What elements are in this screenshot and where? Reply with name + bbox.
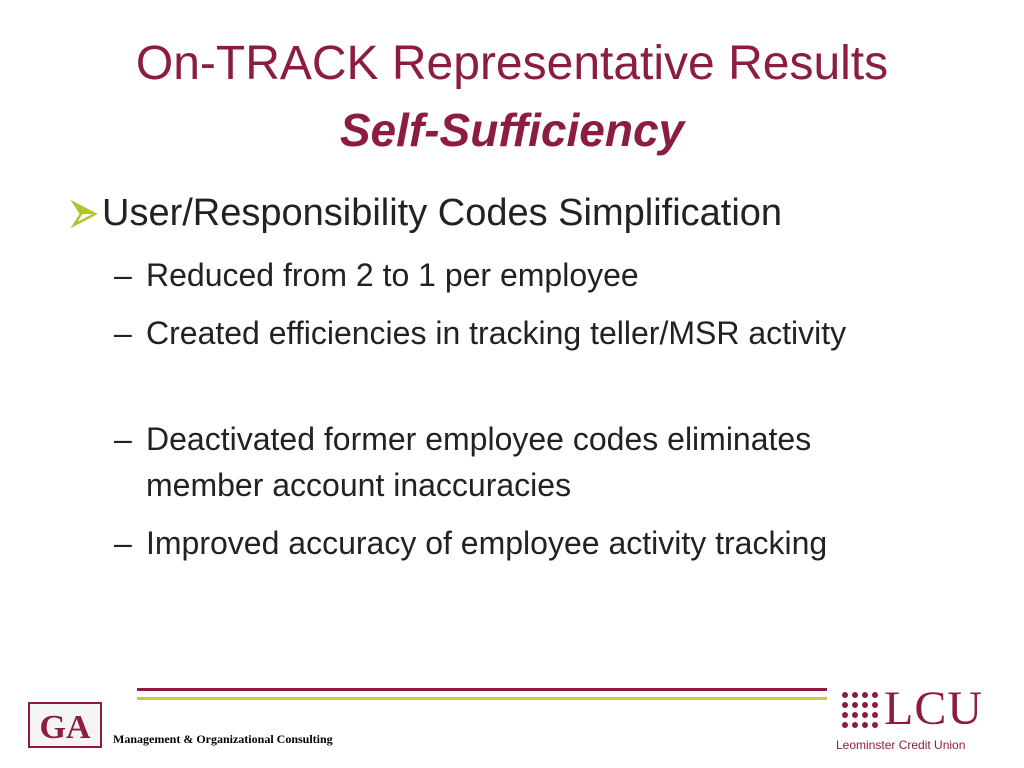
footer-rule-maroon [137,688,827,691]
sub-bullet-text: Reduced from 2 to 1 per employee [146,257,639,293]
sub-bullet-text: Improved accuracy of employee activity tracking [146,525,828,561]
footer-rule-olive [137,697,827,700]
arrow-bullet-icon [70,200,98,228]
slide-subtitle: Self-Sufficiency [339,104,685,156]
lcu-logo-text: LCU [884,682,983,735]
dash-marker: – [114,315,132,351]
slide-title: On-TRACK Representative Results [135,37,889,90]
lcu-dot-grid-icon [840,690,880,730]
dash-marker: – [114,525,132,561]
ga-logo [28,702,102,748]
bullet-text: User/Responsibility Codes Simplification [102,192,783,234]
ga-logo-mark [30,704,100,746]
dash-marker: – [114,421,132,457]
ga-caption: Management & Organizational Consulting [113,732,333,746]
dash-marker: – [114,257,132,293]
ga-logo-text: GA [39,709,91,746]
sub-bullet-text: Created efficiencies in tracking teller/MSR activity [146,315,847,351]
lcu-subtitle: Leominster Credit Union [836,738,966,752]
sub-bullet-text: Deactivated former employee codes eliminates member account inaccuracies [146,421,812,503]
